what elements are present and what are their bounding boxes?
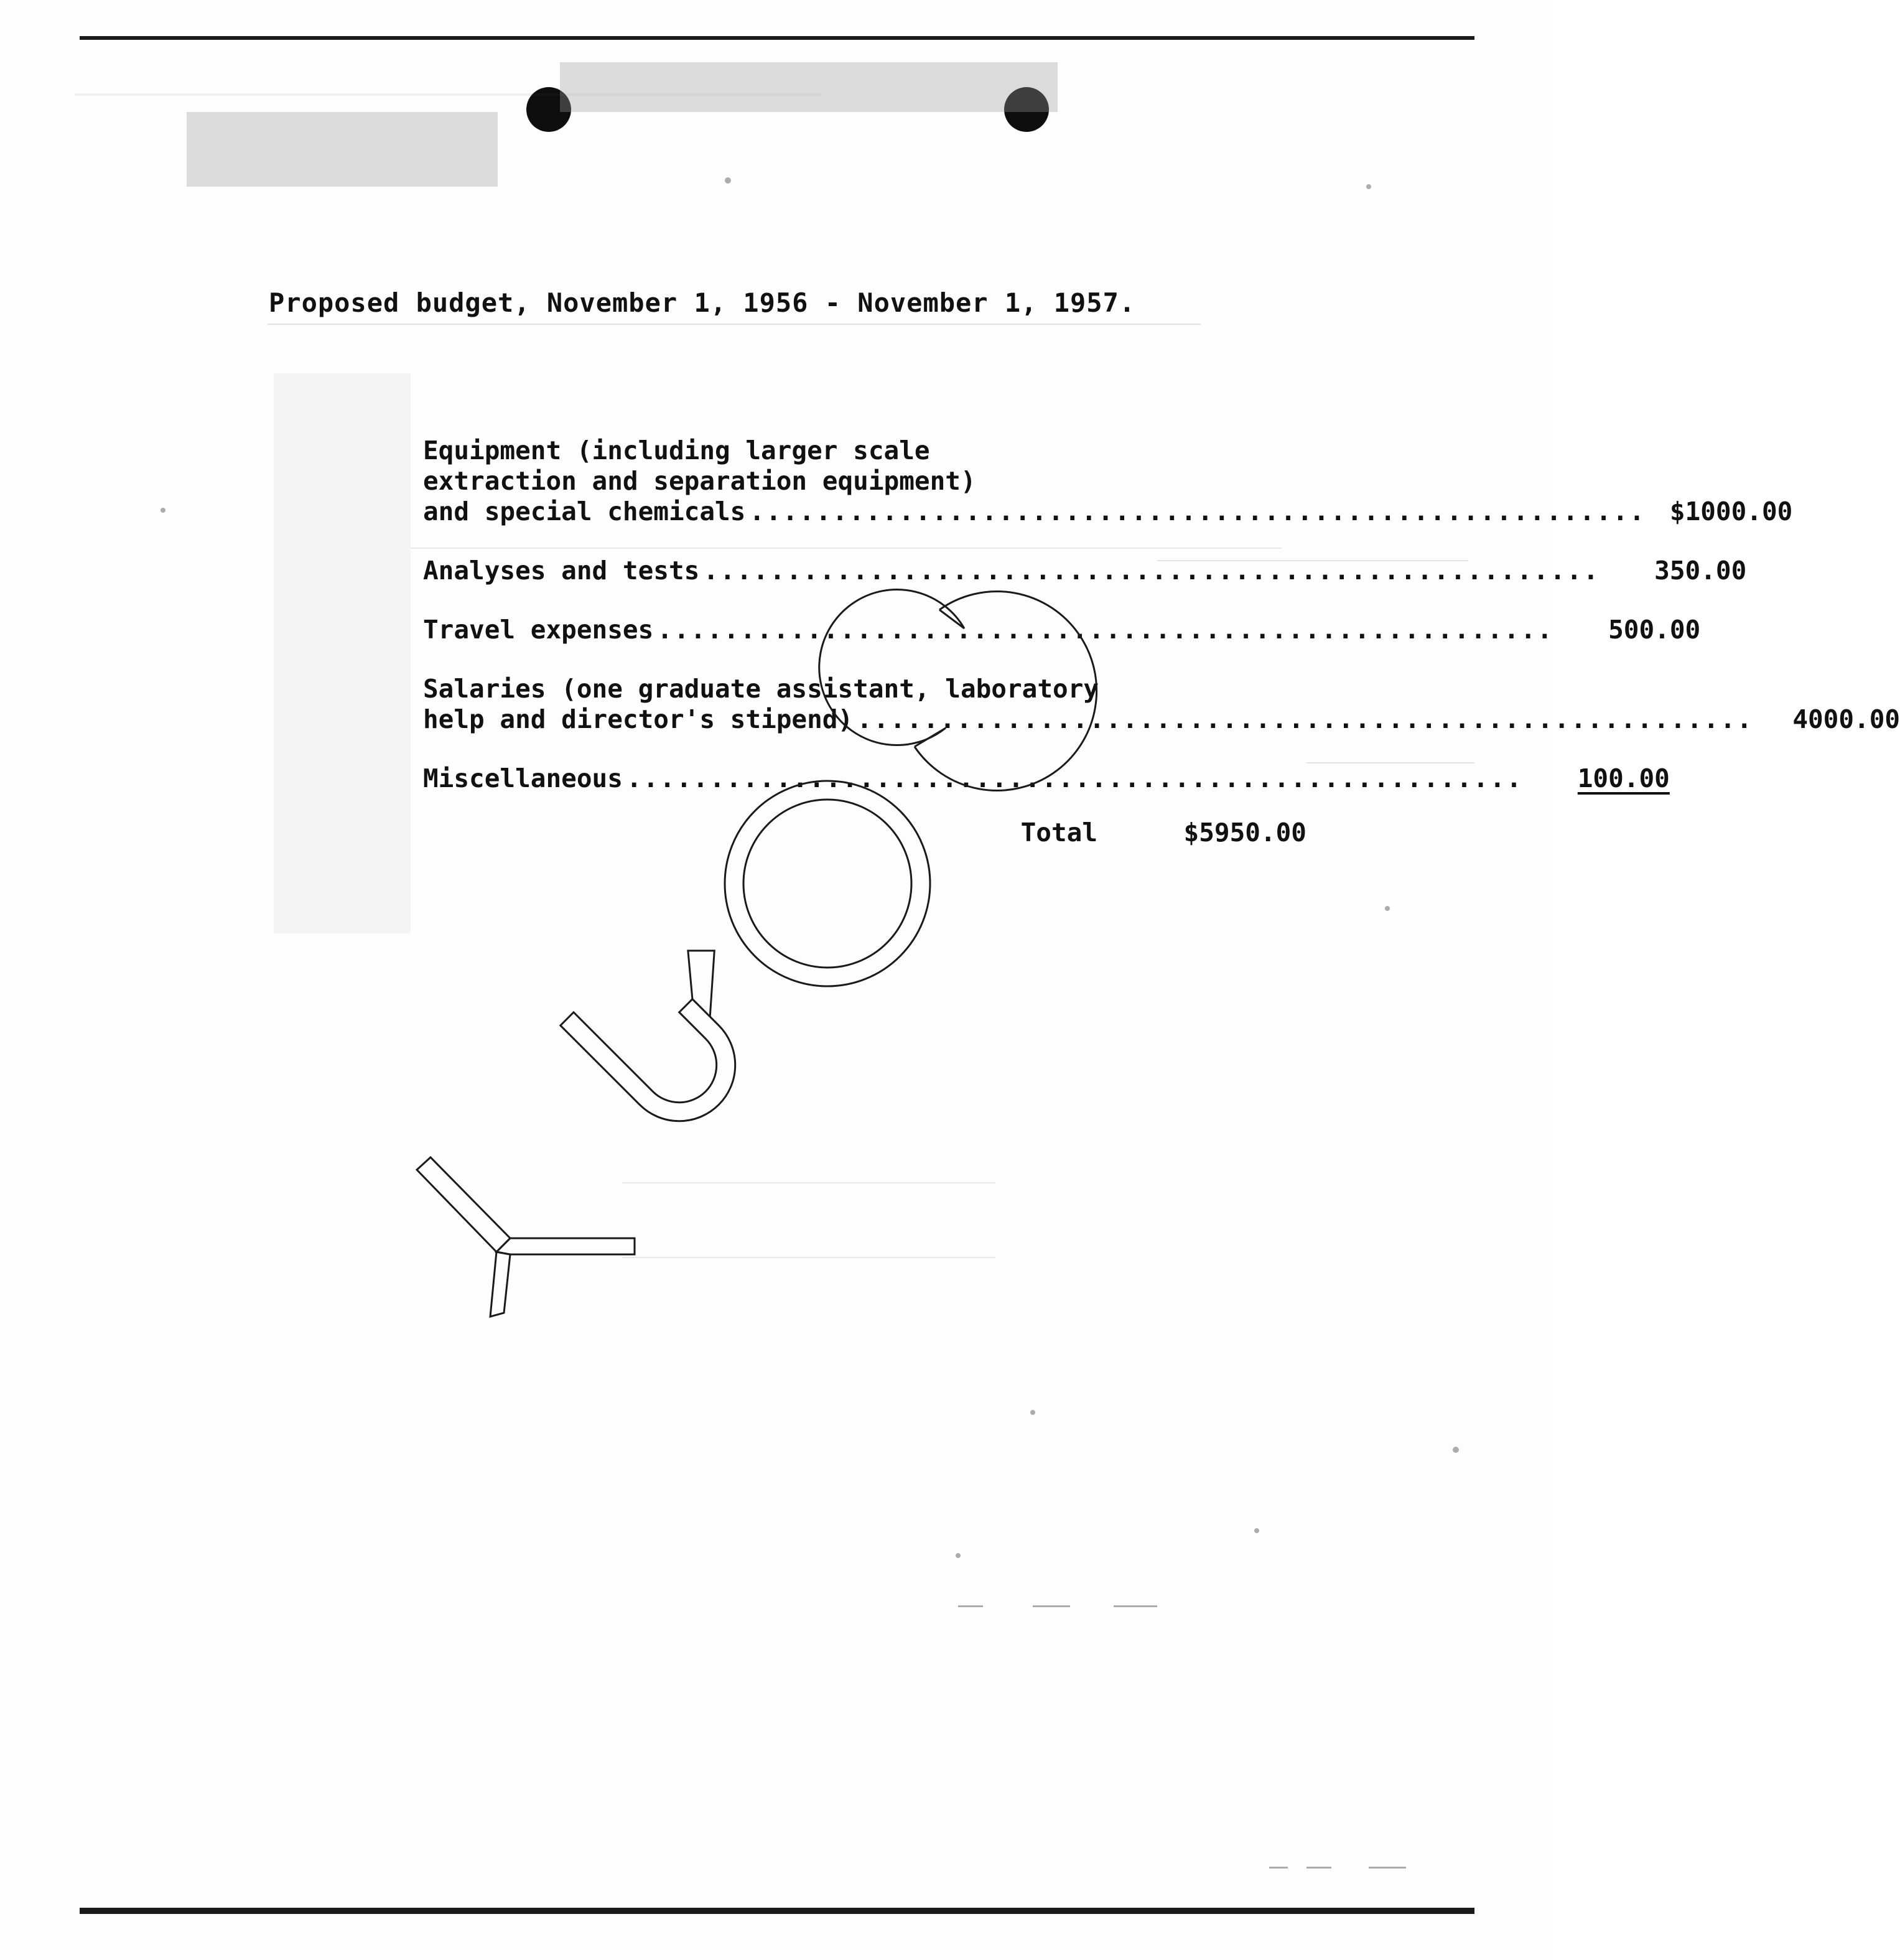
total-amount: $5950.00	[1183, 818, 1306, 847]
item-line	[423, 497, 1793, 527]
total-label: Total	[1020, 818, 1097, 847]
item-description-line: extraction and separation equipment)	[423, 466, 976, 496]
copy-stamp	[373, 585, 1120, 1406]
item-amount: $1000.00	[1669, 497, 1793, 526]
item-amount: 500.00	[1608, 615, 1701, 645]
item-description: Miscellaneous	[423, 763, 623, 793]
stamp-letter-o	[725, 781, 930, 986]
dot-leaders: ......................................................	[749, 497, 1646, 526]
item-description: help and director's stipend)	[423, 704, 854, 734]
item-amount: 4000.00	[1792, 704, 1900, 734]
budget-heading: Proposed budget, November 1, 1956 - November 1, 1957.	[269, 287, 1136, 318]
stamp-letter-y	[417, 1157, 635, 1317]
dot-leaders: ......................................................	[857, 704, 1754, 734]
dot-leaders: ......................................................	[657, 615, 1554, 645]
item-description: Analyses and tests	[423, 556, 700, 586]
bottom-rule	[80, 1908, 1474, 1914]
budget-item-equipment	[423, 436, 1793, 527]
dot-leaders: ......................................................	[703, 556, 1600, 586]
item-description: Travel expenses	[423, 615, 654, 645]
item-amount: 100.00	[1577, 763, 1670, 793]
stamp-letter-c	[915, 591, 1097, 790]
budget-item-analyses	[423, 556, 1747, 586]
item-amount: 350.00	[1654, 556, 1747, 586]
item-description-line: Equipment (including larger scale	[423, 436, 930, 465]
dot-leaders: ......................................................	[626, 763, 1523, 793]
item-line	[423, 556, 1747, 586]
stamp-letter-p	[561, 911, 794, 1144]
item-description-line: Salaries (one graduate assistant, laboratory	[423, 674, 1099, 704]
item-description: and special chemicals	[423, 497, 746, 526]
